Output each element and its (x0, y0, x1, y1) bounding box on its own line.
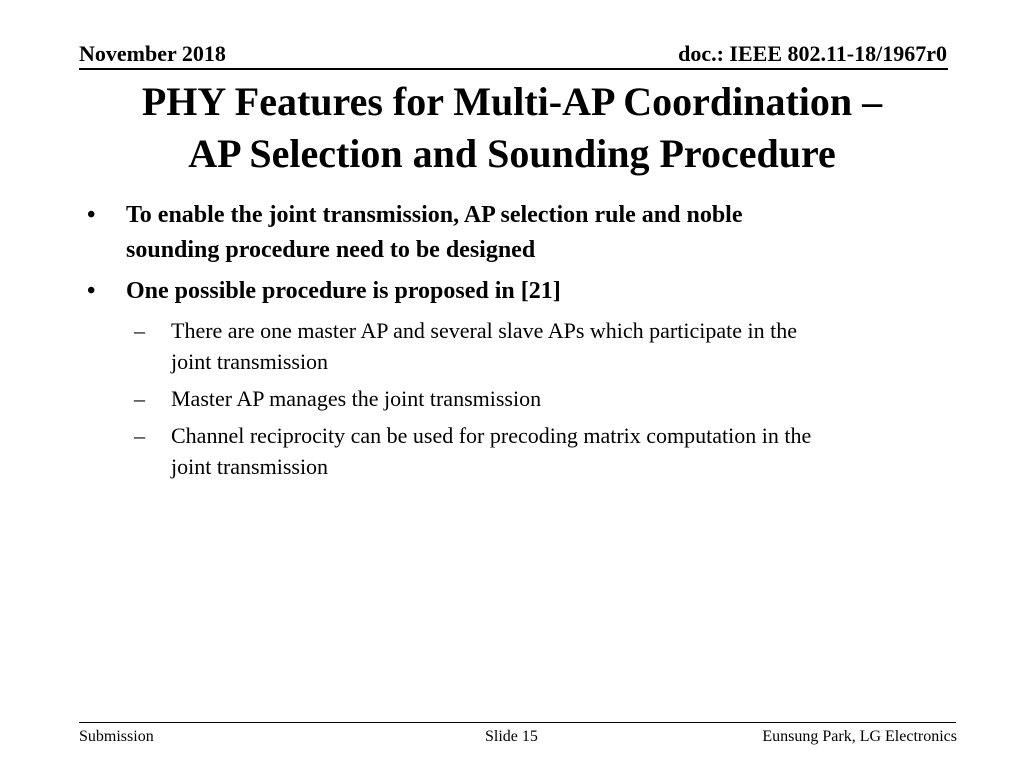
slide-body (0, 198, 1024, 488)
bullet-marker: • (87, 278, 96, 304)
sub-bullet-marker: – (134, 318, 145, 343)
slide-title-line-2: AP Selection and Sounding Procedure (188, 131, 836, 176)
sub-bullet-item (0, 420, 1024, 482)
footer-submission: Submission (79, 728, 154, 745)
footer-divider (79, 722, 956, 723)
header-divider (79, 68, 948, 70)
sub-bullet-text-line: joint transmission (171, 454, 329, 479)
bullet-item (0, 274, 1024, 309)
footer-author: Eunsung Park, LG Electronics (762, 728, 957, 745)
slide-title-line-1: PHY Features for Multi-AP Coordination – (141, 79, 883, 124)
sub-bullet-item (0, 315, 1024, 377)
sub-bullet-marker: – (134, 423, 145, 448)
sub-bullet-text-line: Master AP manages the joint transmission (171, 386, 542, 411)
sub-bullet-text-line: There are one master AP and several slave APs which participate in the (171, 318, 797, 343)
bullet-text-line: sounding procedure need to be designed (126, 237, 536, 263)
header-doc-id: doc.: IEEE 802.11-18/1967r0 (678, 41, 947, 66)
slide-title (60, 76, 964, 180)
bullet-marker: • (87, 202, 96, 228)
sub-bullet-text-line: Channel reciprocity can be used for precoding matrix computation in the (171, 423, 812, 448)
header-date: November 2018 (79, 41, 226, 66)
sub-bullet-item (0, 383, 1024, 414)
sub-bullet-marker: – (134, 386, 145, 411)
bullet-item (0, 198, 1024, 268)
bullet-text-line: To enable the joint transmission, AP selection rule and noble (126, 202, 743, 228)
footer-slide-number: Slide 15 (485, 728, 538, 745)
bullet-text-line: One possible procedure is proposed in [21] (126, 278, 561, 304)
sub-bullet-text-line: joint transmission (171, 349, 329, 374)
